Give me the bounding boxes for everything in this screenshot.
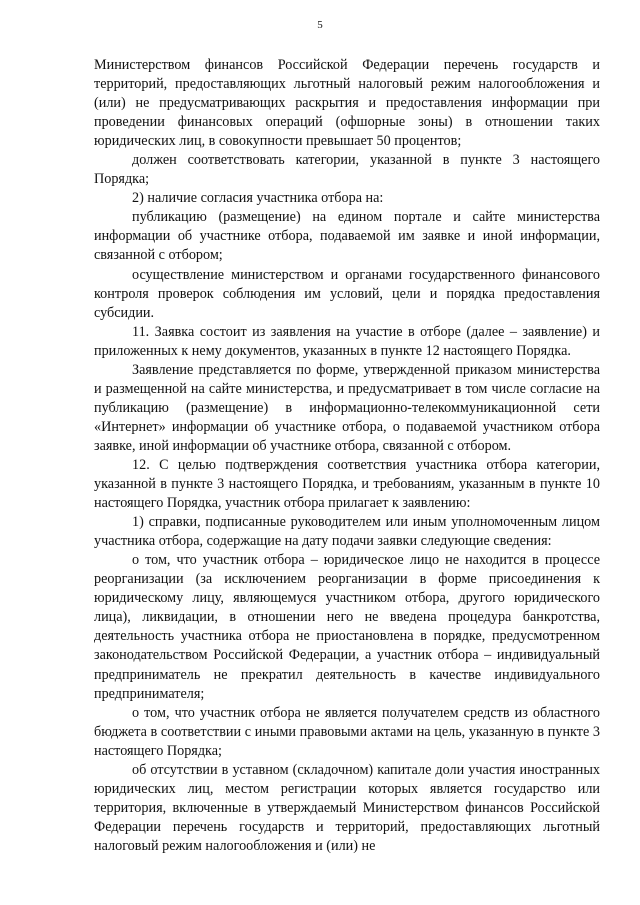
paragraph-foreign-capital: об отсутствии в уставном (складочном) капитале доли участия иностранных юридических лиц, местом регистрации которых является государство или территория, включенные в утверждаемый Министерством финансов Российской Федерации перечень государств и территорий, предоставляющих льготный налоговый режим налогообложения и (или) не [94, 761, 600, 854]
document-body [94, 56, 600, 856]
paragraph-consent-inspection: осуществление министерством и органами государственного финансового контроля проверок соблюдения им условий, цели и порядка предоставления субсидии. [94, 266, 600, 321]
paragraph-item-12: 12. С целью подтверждения соответствия участника отбора категории, указанной в пункте 3 настоящего Порядка, и требованиям, указанным в пункте 10 настоящего Порядка, участник отбора прилагает к заявлению: [94, 456, 600, 512]
paragraph-reorganization: о том, что участник отбора – юридическое лицо не находится в процессе реорганизации (за исключением реорганизации в форме присоединения к юридическому лицу, являющемуся участником отбора, другого юридического лица), ликвидации, в отношении него не введена процедура банкротства, деятельность участника отбора не приостановлена в порядке, предусмотренном законодательством Российской Федерации, а участник отбора – индивидуальный предприниматель не прекратил деятельность в качестве индивидуального предпринимателя; [94, 552, 600, 702]
paragraph-item-11: 11. Заявка состоит из заявления на участие в отборе (далее – заявление) и приложенных к нему документов, указанных в пункте 12 настоящего Порядка. [94, 323, 600, 359]
page-number: 5 [317, 19, 323, 31]
paragraph-category-requirement: должен соответствовать категории, указанной в пункте 3 настоящего Порядка; [94, 152, 600, 188]
paragraph-application-form: Заявление представляется по форме, утвержденной приказом министерства и размещенной на сайте министерства, и предусматривает в том числе согласие на публикацию (размещение) в информационно-телекоммуникационной сети «Интернет» информации об участнике отбора, о подаваемой участником отбора заявке, иной информации об участнике отбора, связанной с отбором. [94, 361, 600, 454]
paragraph-consent-heading: 2) наличие согласия участника отбора на: [132, 190, 384, 207]
paragraph-offshore-continuation: Министерством финансов Российской Федерации перечень государств и территорий, предоставляющих льготный налоговый режим налогообложения и (или) не предусматривающих раскрытия и предоставления информации при проведении финансовых операций (офшорные зоны) в отношении таких юридических лиц, в совокупности превышает 50 процентов; [94, 57, 600, 150]
paragraph-certificates: 1) справки, подписанные руководителем или иным уполномоченным лицом участника отбора, содержащие на дату подачи заявки следующие сведения: [94, 514, 600, 550]
paragraph-budget-recipient: о том, что участник отбора не является получателем средств из областного бюджета в соответствии с иными правовыми актами на цель, указанную в пункте 3 настоящего Порядка; [94, 704, 600, 759]
paragraph-consent-publication: публикацию (размещение) на едином портале и сайте министерства информации об участнике отбора, подаваемой им заявке и иной информации, связанной с отбором; [94, 209, 600, 264]
